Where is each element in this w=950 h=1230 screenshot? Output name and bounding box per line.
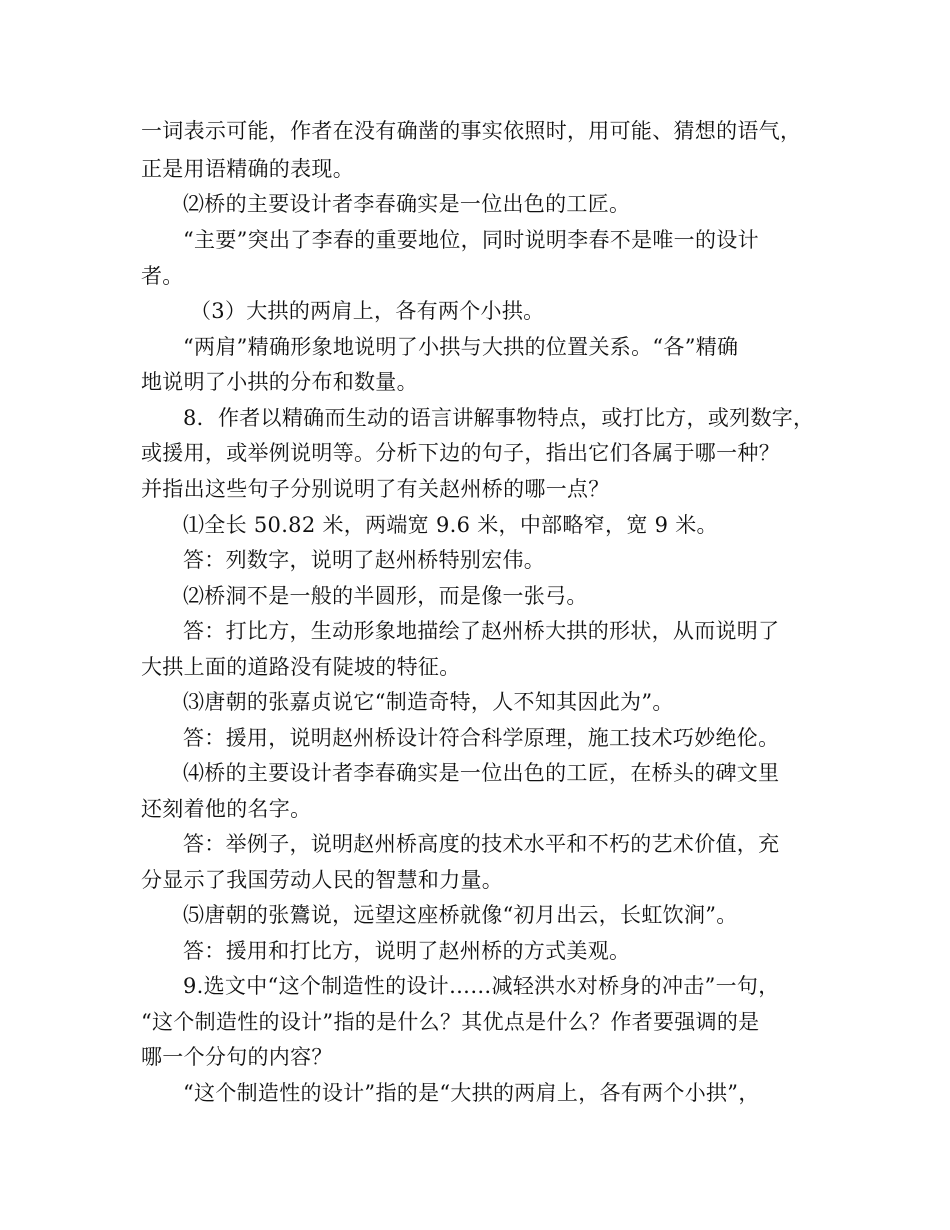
- text-line: 答：援用和打比方，说明了赵州桥的方式美观。: [183, 939, 631, 963]
- text-line: 并指出这些句子分别说明了有关赵州桥的哪一点？: [141, 477, 610, 501]
- text-line: ⑵桥洞不是一般的半圆形，而是像一张弓。: [183, 584, 588, 608]
- text-line: ⑸唐朝的张鷟说，远望这座桥就像“初月出云，长虹饮涧”。: [183, 903, 738, 927]
- text-line: “这个制造性的设计”指的是“大拱的两肩上，各有两个小拱”，: [183, 1081, 760, 1105]
- text-line: “这个制造性的设计”指的是什么？其优点是什么？作者要强调的是: [141, 1010, 760, 1034]
- text-line: “两肩”精确形象地说明了小拱与大拱的位置关系。“各”精确: [183, 335, 739, 359]
- text-line: （3）大拱的两肩上，各有两个小拱。: [190, 299, 545, 323]
- text-line: 或援用，或举例说明等。分析下边的句子，指出它们各属于哪一种？: [141, 441, 780, 465]
- text-line: 地说明了小拱的分布和数量。: [141, 370, 418, 394]
- text-line: 哪一个分句的内容？: [141, 1045, 333, 1069]
- text-line: 大拱上面的道路没有陡坡的特征。: [141, 655, 461, 679]
- text-line: ⑷桥的主要设计者李春确实是一位出色的工匠，在桥头的碑文里: [183, 761, 780, 785]
- text-line: 8．作者以精确而生动的语言讲解事物特点，或打比方，或列数字，: [183, 406, 815, 430]
- text-line: 答：打比方，生动形象地描绘了赵州桥大拱的形状，从而说明了: [183, 619, 780, 643]
- text-line: ⑶唐朝的张嘉贞说它“制造奇特，人不知其因此为”。: [183, 690, 674, 714]
- text-line: 答：援用，说明赵州桥设计符合科学原理，施工技术巧妙绝伦。: [183, 726, 780, 750]
- text-line: 9.选文中“这个制造性的设计……减轻洪水对桥身的冲击”一句，: [183, 974, 780, 998]
- text-line: ⑵桥的主要设计者李春确实是一位出色的工匠。: [183, 192, 631, 216]
- text-line: “主要”突出了李春的重要地位，同时说明李春不是唯一的设计: [183, 228, 759, 252]
- text-line: 还刻着他的名字。: [141, 797, 312, 821]
- text-line: 答：举例子，说明赵州桥高度的技术水平和不朽的艺术价值，充: [183, 832, 780, 856]
- text-line: 分显示了我国劳动人民的智慧和力量。: [141, 868, 504, 892]
- text-line: 正是用语精确的表现。: [141, 157, 354, 181]
- text-line: 一词表示可能，作者在没有确凿的事实依照时，用可能、猜想的语气，: [141, 119, 802, 143]
- text-line: ⑴全长 50.82 米，两端宽 9.6 米，中部略窄，宽 9 米。: [183, 513, 718, 537]
- text-line: 者。: [141, 264, 184, 288]
- text-line: 答：列数字，说明了赵州桥特别宏伟。: [183, 548, 546, 572]
